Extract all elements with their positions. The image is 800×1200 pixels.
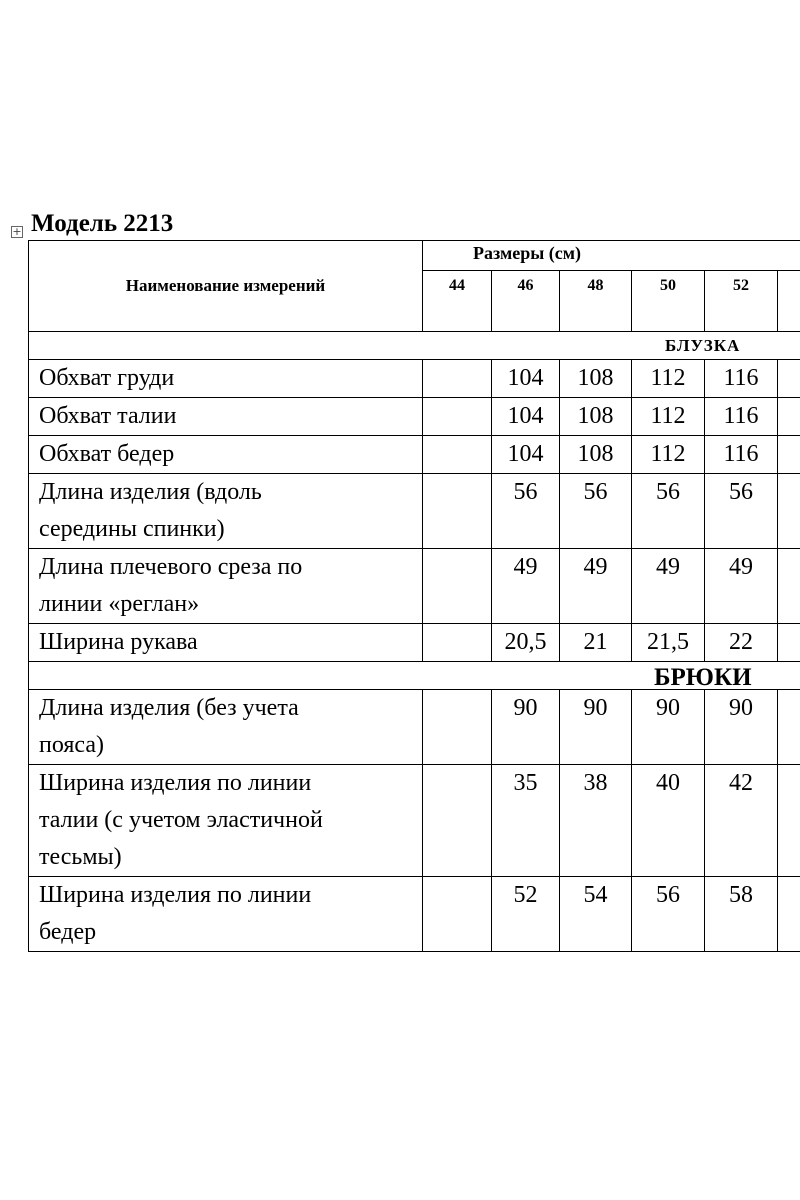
size-value: 54 — [560, 877, 632, 952]
size-header: 50 — [632, 271, 705, 332]
measurement-name — [29, 624, 423, 662]
measurement-name — [29, 765, 423, 877]
size-value: 56 — [560, 474, 632, 549]
size-value: 56 — [632, 474, 705, 549]
size-value-empty — [778, 474, 800, 549]
size-value: 90 — [560, 690, 632, 765]
table-row — [29, 436, 800, 474]
table-row — [29, 765, 800, 877]
measurement-name-line: Обхват груди — [39, 365, 175, 391]
size-header-empty — [778, 271, 800, 332]
size-value: 116 — [705, 436, 778, 474]
table-row — [29, 474, 800, 549]
measurement-name-line: линии «реглан» — [39, 591, 200, 617]
size-value: 20,5 — [492, 624, 560, 662]
section-row — [29, 332, 800, 360]
size-value: 112 — [632, 360, 705, 398]
measurement-name-line: середины спинки) — [39, 516, 225, 542]
size-value: 104 — [492, 398, 560, 436]
table-move-handle-icon[interactable]: + — [12, 225, 22, 238]
header-row — [29, 241, 800, 271]
measurement-name — [29, 360, 423, 398]
size-value: 116 — [705, 360, 778, 398]
size-value: 108 — [560, 436, 632, 474]
size-value-empty — [778, 765, 800, 877]
size-value-empty — [778, 690, 800, 765]
section-title: БРЮКИ — [654, 664, 752, 691]
size-value — [423, 690, 492, 765]
size-value: 104 — [492, 436, 560, 474]
measurement-name-line: Длина изделия (без учета — [39, 695, 299, 721]
size-value — [423, 624, 492, 662]
measurement-name — [29, 877, 423, 952]
table-row — [29, 690, 800, 765]
measurement-name — [29, 474, 423, 549]
size-value: 112 — [632, 398, 705, 436]
sizes-caption: Размеры (см) — [423, 241, 800, 271]
size-value: 90 — [492, 690, 560, 765]
size-value: 49 — [560, 549, 632, 624]
measurement-name — [29, 690, 423, 765]
size-value: 22 — [705, 624, 778, 662]
table-row — [29, 398, 800, 436]
size-value: 56 — [492, 474, 560, 549]
section-title-cell — [29, 332, 800, 360]
table-row — [29, 624, 800, 662]
size-value: 56 — [705, 474, 778, 549]
size-value: 21 — [560, 624, 632, 662]
size-value: 49 — [632, 549, 705, 624]
size-value: 112 — [632, 436, 705, 474]
size-value: 49 — [705, 549, 778, 624]
size-value: 38 — [560, 765, 632, 877]
size-value — [423, 360, 492, 398]
size-table — [28, 240, 800, 952]
measurement-name-line: Обхват бедер — [39, 441, 175, 467]
size-header: 48 — [560, 271, 632, 332]
name-column-header: Наименование измерений — [29, 241, 423, 332]
size-value-empty — [778, 398, 800, 436]
measurement-name-line: Обхват талии — [39, 403, 177, 429]
section-title-cell — [29, 662, 800, 690]
measurement-name-line: Ширина рукава — [39, 629, 198, 655]
table-row — [29, 877, 800, 952]
document-title: Модель 2213 — [31, 210, 174, 237]
section-title: БЛУЗКА — [665, 336, 741, 355]
size-value: 108 — [560, 398, 632, 436]
section-row — [29, 662, 800, 690]
size-value — [423, 877, 492, 952]
size-value: 42 — [705, 765, 778, 877]
measurement-name — [29, 398, 423, 436]
size-value — [423, 549, 492, 624]
size-value — [423, 436, 492, 474]
size-value — [423, 398, 492, 436]
size-value: 90 — [632, 690, 705, 765]
size-value: 49 — [492, 549, 560, 624]
size-value: 108 — [560, 360, 632, 398]
measurement-name-line: пояса) — [39, 732, 105, 758]
measurement-name-line: бедер — [39, 919, 97, 945]
measurement-name — [29, 436, 423, 474]
size-value-empty — [778, 436, 800, 474]
size-header: 44 — [423, 271, 492, 332]
size-value-empty — [778, 549, 800, 624]
size-value-empty — [778, 877, 800, 952]
size-value: 52 — [492, 877, 560, 952]
size-value: 90 — [705, 690, 778, 765]
measurement-name-line: тесьмы) — [39, 844, 122, 870]
size-value — [423, 765, 492, 877]
measurement-name-line: Ширина изделия по линии — [39, 882, 312, 908]
size-value: 21,5 — [632, 624, 705, 662]
size-value: 56 — [632, 877, 705, 952]
size-value-empty — [778, 360, 800, 398]
measurement-name — [29, 549, 423, 624]
size-value — [423, 474, 492, 549]
measurement-name-line: Длина изделия (вдоль — [39, 479, 262, 505]
size-header: 52 — [705, 271, 778, 332]
measurement-name-line: Ширина изделия по линии — [39, 770, 312, 796]
size-value-empty — [778, 624, 800, 662]
size-value: 104 — [492, 360, 560, 398]
size-header: 46 — [492, 271, 560, 332]
size-value: 116 — [705, 398, 778, 436]
table-row — [29, 360, 800, 398]
size-value: 40 — [632, 765, 705, 877]
table-row — [29, 549, 800, 624]
measurement-name-line: Длина плечевого среза по — [39, 554, 303, 580]
size-value: 35 — [492, 765, 560, 877]
size-value: 58 — [705, 877, 778, 952]
measurement-name-line: талии (с учетом эластичной — [39, 807, 323, 833]
